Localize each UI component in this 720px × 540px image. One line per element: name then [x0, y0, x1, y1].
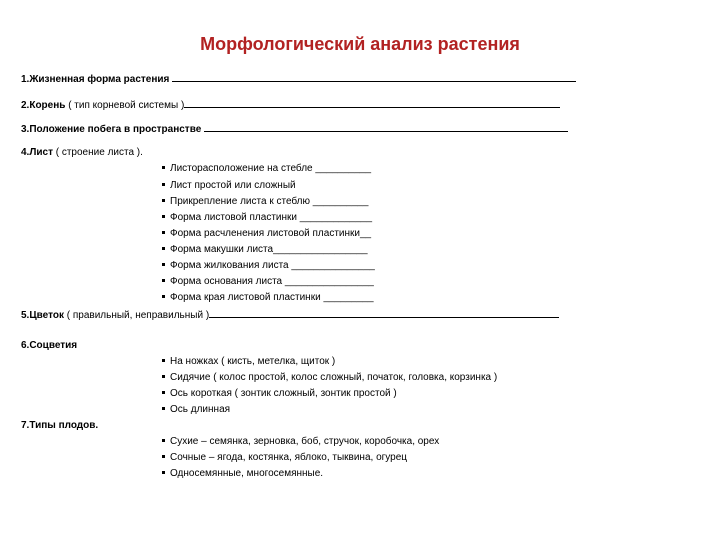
- fruits-item: Сочные – ягода, костянка, яблоко, тыквина, огурец: [162, 452, 407, 464]
- leaf-item: Форма основания листа ________________: [162, 276, 374, 288]
- bullet-icon: [162, 359, 165, 362]
- leaf-row: [21, 147, 143, 159]
- leaf-item: Форма края листовой пластинки _________: [162, 292, 374, 304]
- leaf-item: Форма макушки листа_________________: [162, 244, 368, 256]
- leaf-label: 4.Лист: [21, 147, 53, 158]
- bullet-icon: [162, 231, 165, 234]
- bullet-icon: [162, 375, 165, 378]
- life-form-row: [21, 72, 576, 86]
- bullet-icon: [162, 199, 165, 202]
- inflorescence-row: [21, 340, 77, 352]
- inflorescence-item: Сидячие ( колос простой, колос сложный, початок, головка, корзинка ): [162, 372, 497, 384]
- shoot-position-label: 3.Положение побега в пространстве: [21, 124, 202, 135]
- bullet-icon: [162, 279, 165, 282]
- root-note: ( тип корневой системы ): [65, 100, 185, 111]
- flower-row: [21, 308, 559, 322]
- leaf-item: Форма листовой пластинки _____________: [162, 212, 372, 224]
- bullet-icon: [162, 247, 165, 250]
- root-row: [21, 98, 560, 112]
- root-blank: [184, 98, 560, 108]
- life-form-blank: [172, 72, 576, 82]
- life-form-label: 1.Жизненная форма растения: [21, 74, 170, 85]
- fruits-row: [21, 420, 98, 432]
- inflorescence-item: На ножках ( кисть, метелка, щиток ): [162, 356, 335, 368]
- leaf-item: Прикрепление листа к стеблю __________: [162, 196, 368, 208]
- bullet-icon: [162, 295, 165, 298]
- inflorescence-item: Ось длинная: [162, 404, 230, 416]
- bullet-icon: [162, 455, 165, 458]
- bullet-icon: [162, 263, 165, 266]
- leaf-note: ( строение листа ).: [52, 147, 143, 158]
- bullet-icon: [162, 183, 165, 186]
- flower-note: ( правильный, неправильный ): [63, 310, 210, 321]
- leaf-item: Форма расчленения листовой пластинки__: [162, 228, 371, 240]
- leaf-item: Форма жилкования листа _______________: [162, 260, 375, 272]
- inflorescence-label: 6.Соцветия: [21, 340, 78, 351]
- leaf-item: Лист простой или сложный: [162, 180, 296, 192]
- flower-label: 5.Цветок: [21, 310, 64, 321]
- page-title: Морфологический анализ растения: [200, 34, 520, 54]
- bullet-icon: [162, 166, 165, 169]
- fruits-item: Сухие – семянка, зерновка, боб, стручок, коробочка, орех: [162, 436, 439, 448]
- shoot-position-row: [21, 122, 568, 136]
- inflorescence-item: Ось короткая ( зонтик сложный, зонтик простой ): [162, 388, 397, 400]
- bullet-icon: [162, 391, 165, 394]
- root-label: 2.Корень: [21, 100, 66, 111]
- fruits-item: Односемянные, многосемянные.: [162, 468, 323, 480]
- bullet-icon: [162, 439, 165, 442]
- flower-blank: [209, 308, 559, 318]
- fruits-label: 7.Типы плодов.: [21, 420, 99, 431]
- leaf-item: Листорасположение на стебле __________: [162, 163, 371, 175]
- bullet-icon: [162, 471, 165, 474]
- shoot-position-blank: [204, 122, 568, 132]
- bullet-icon: [162, 215, 165, 218]
- bullet-icon: [162, 407, 165, 410]
